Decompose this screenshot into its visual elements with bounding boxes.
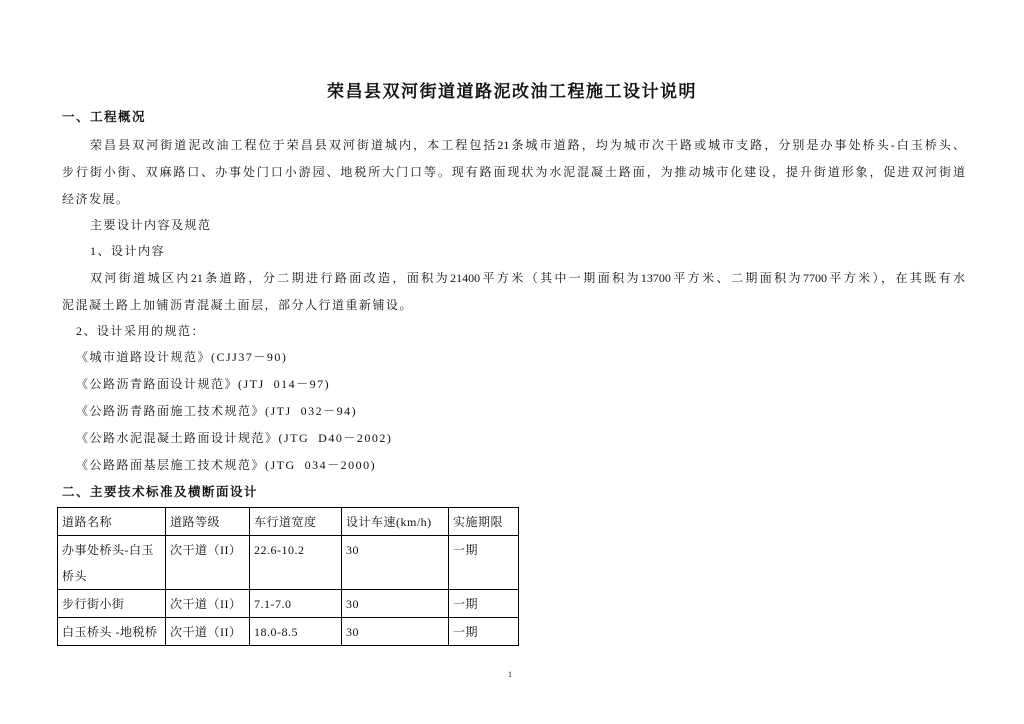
header-road-name: 道路名称 <box>58 508 166 536</box>
cell-road-grade: 次干道（II） <box>166 618 250 646</box>
cell-road-name: 步行街小街 <box>58 590 166 618</box>
cell-road-name: 白玉桥头 -地税桥 <box>58 618 166 646</box>
cell-lane-width: 18.0-8.5 <box>250 618 342 646</box>
section-heading-overview: 一、工程概况 <box>62 110 147 124</box>
header-road-grade: 道路等级 <box>166 508 250 536</box>
design-subheading: 主要设计内容及规范 <box>90 218 212 232</box>
header-lane-width: 车行道宽度 <box>250 508 342 536</box>
cell-lane-width: 7.1-7.0 <box>250 590 342 618</box>
cell-design-speed: 30 <box>342 590 449 618</box>
standards-heading: 2、设计采用的规范： <box>76 324 206 338</box>
header-phase: 实施期限 <box>449 508 519 536</box>
standard-item: 《公路沥青路面设计规范》(JTJ 014－97) <box>76 377 331 391</box>
table-header-row <box>58 508 519 536</box>
cell-lane-width: 22.6-10.2 <box>250 536 342 590</box>
intro-paragraph-line: 经济发展。 <box>62 192 130 206</box>
cell-design-speed: 30 <box>342 618 449 646</box>
cell-road-grade: 次干道（II） <box>166 536 250 590</box>
cell-road-name: 办事处桥头-白玉桥头 <box>58 536 166 590</box>
section-heading-technical: 二、主要技术标准及横断面设计 <box>62 485 259 499</box>
design-content-line: 泥混凝土路上加铺沥青混凝土面层，部分人行道重新铺设。 <box>62 298 414 312</box>
standard-item: 《城市道路设计规范》(CJJ37－90) <box>76 350 288 364</box>
intro-paragraph-line: 步行街小街、双麻路口、办事处门口小游园、地税所大门口等。现有路面现状为水泥混凝土路面，为推动城市化建设，提升街道形象，促进双河街道 <box>62 165 965 179</box>
page-number: 1 <box>508 670 512 679</box>
cell-phase: 一期 <box>449 536 519 590</box>
cell-phase: 一期 <box>449 618 519 646</box>
standard-item: 《公路沥青路面施工技术规范》(JTJ 032－94) <box>76 404 358 418</box>
table-row <box>58 536 519 590</box>
document-title: 荣昌县双河街道道路泥改油工程施工设计说明 <box>327 82 697 101</box>
road-standards-table <box>57 507 519 646</box>
table-row <box>58 618 519 646</box>
design-content-heading: 1、设计内容 <box>90 244 166 258</box>
cell-phase: 一期 <box>449 590 519 618</box>
cell-design-speed: 30 <box>342 536 449 590</box>
cell-road-grade: 次干道（II） <box>166 590 250 618</box>
intro-paragraph-line: 荣昌县双河街道泥改油工程位于荣昌县双河街道城内，本工程包括21条城市道路，均为城市次干路或城市支路，分别是办事处桥头-白玉桥头、 <box>90 138 965 152</box>
table-row <box>58 590 519 618</box>
standard-item: 《公路路面基层施工技术规范》(JTG 034－2000) <box>76 458 377 472</box>
standard-item: 《公路水泥混凝土路面设计规范》(JTG D40－2002) <box>76 431 393 445</box>
design-content-line: 双河街道城区内21条道路，分二期进行路面改造，面积为21400平方米（其中一期面积为13700平方米、二期面积为7700平方米），在其既有水 <box>90 271 965 285</box>
header-design-speed: 设计车速(km/h) <box>342 508 449 536</box>
